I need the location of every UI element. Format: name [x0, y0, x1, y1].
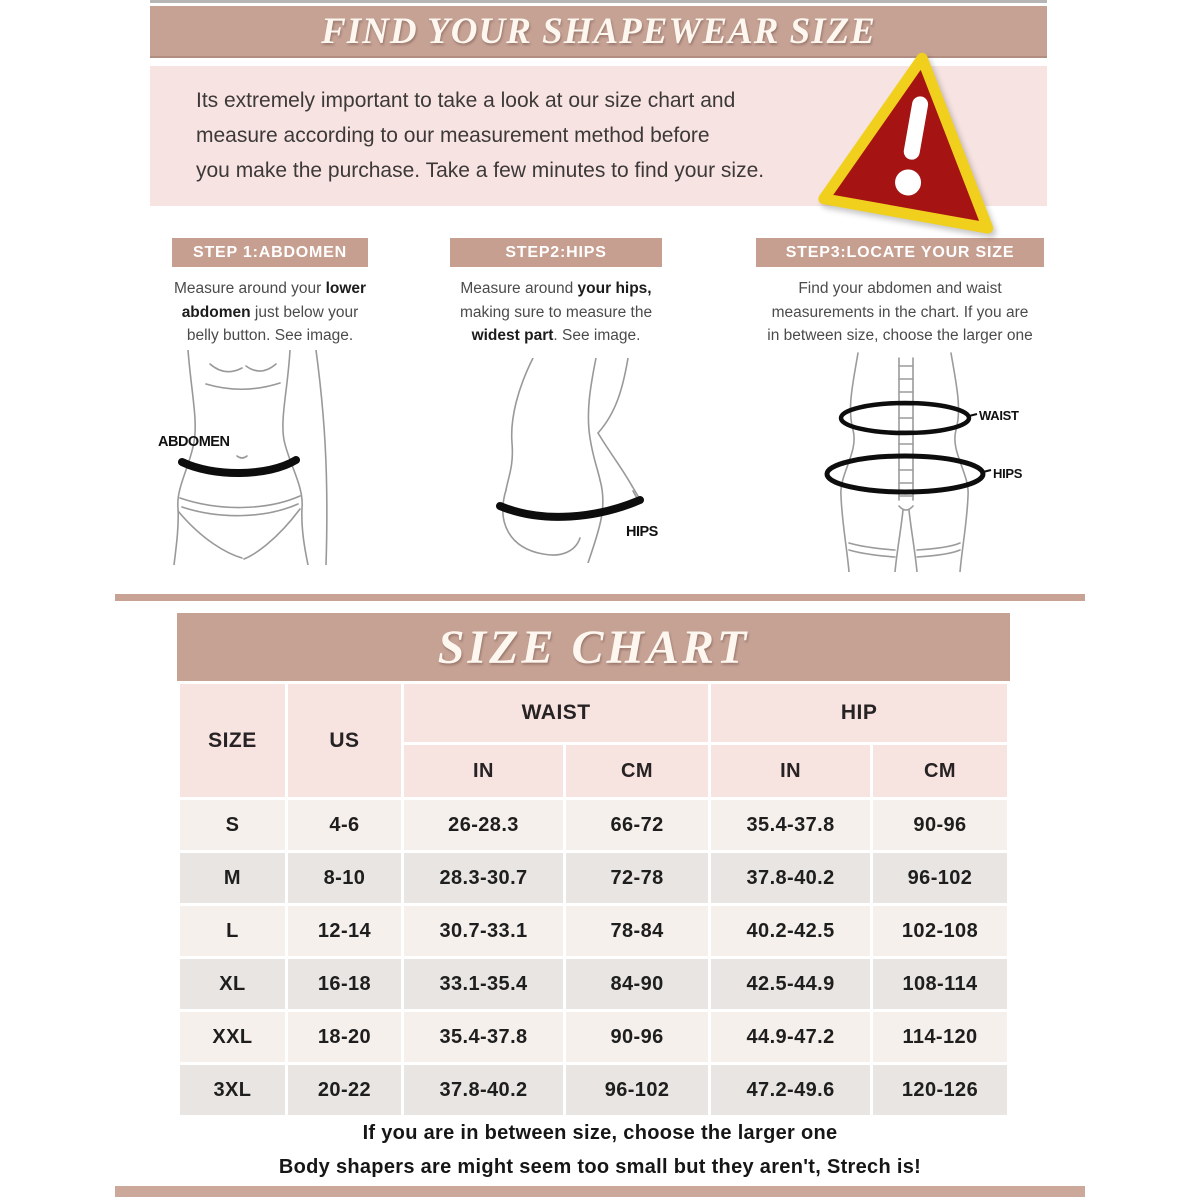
size-chart-row [179, 1011, 1009, 1064]
size-chart-table [177, 681, 1010, 1118]
step-3-header-bar [756, 238, 1044, 267]
size-chart-cell: 42.5-44.9 [710, 958, 872, 1011]
size-chart-cell: 33.1-35.4 [403, 958, 565, 1011]
size-chart-cell: 78-84 [564, 905, 709, 958]
size-chart-cell: 44.9-47.2 [710, 1011, 872, 1064]
hips-figure-label-2: HIPS [993, 466, 1023, 481]
step-2-description [432, 277, 680, 348]
step-2-header-bar [450, 238, 662, 267]
size-chart-title-bar [177, 613, 1010, 681]
size-chart-cell: 26-28.3 [403, 799, 565, 852]
top-border-line [150, 0, 1047, 3]
step-1-column [150, 238, 390, 348]
size-chart-cell: 12-14 [286, 905, 402, 958]
size-chart-cell: 4-6 [286, 799, 402, 852]
size-chart-cell: 108-114 [872, 958, 1009, 1011]
col-header-us: US [286, 683, 402, 799]
step-2-header-label: STEP2:HIPS [505, 243, 607, 261]
intro-line-3: you make the purchase. Take a few minutes to find your size. [196, 159, 765, 182]
size-chart-cell: 37.8-40.2 [403, 1064, 565, 1117]
size-chart-cell: 20-22 [286, 1064, 402, 1117]
section-divider-bar [115, 594, 1085, 601]
intro-line-1: Its extremely important to take a look at our size chart and [196, 89, 736, 112]
hips-diagram [448, 358, 663, 563]
abdomen-figure-label: ABDOMEN [158, 434, 230, 450]
step-text-line: Measure around your lower [173, 280, 367, 297]
size-chart-cell: 114-120 [872, 1011, 1009, 1064]
size-chart-cell: 90-96 [872, 799, 1009, 852]
size-chart-cell: 16-18 [286, 958, 402, 1011]
step-text-line: in between size, choose the larger one [767, 327, 1033, 344]
size-chart-cell: 37.8-40.2 [710, 852, 872, 905]
step-3-header-label: STEP3:LOCATE YOUR SIZE [785, 243, 1015, 261]
subheader-waist-cm: CM [564, 744, 709, 799]
step-1-header-bar [172, 238, 368, 267]
subheader-hip-cm: CM [872, 744, 1009, 799]
size-chart-cell: 28.3-30.7 [403, 852, 565, 905]
step-text-line: Measure around your hips, [460, 280, 652, 297]
size-chart-cell: 120-126 [872, 1064, 1009, 1117]
step-text-line: widest part. See image. [471, 327, 641, 344]
size-chart-cell: 96-102 [872, 852, 1009, 905]
step-text-line: belly button. See image. [186, 327, 354, 344]
size-chart-row [179, 905, 1009, 958]
size-chart-body [179, 799, 1009, 1117]
size-chart-cell: 102-108 [872, 905, 1009, 958]
col-header-size: SIZE [179, 683, 287, 799]
size-chart-cell: 8-10 [286, 852, 402, 905]
size-chart-cell: M [179, 852, 287, 905]
size-chart-cell: 72-78 [564, 852, 709, 905]
subheader-waist-in: IN [403, 744, 565, 799]
size-chart-cell: 18-20 [286, 1011, 402, 1064]
size-chart-cell: XL [179, 958, 287, 1011]
page-title: FIND YOUR SHAPEWEAR SIZE [321, 10, 876, 52]
size-chart-cell: 35.4-37.8 [710, 799, 872, 852]
step-1-description [150, 277, 390, 348]
warning-icon [818, 50, 1013, 235]
intro-line-2: measure according to our measurement method before [196, 124, 710, 147]
step-3-description [752, 277, 1048, 348]
size-chart-cell: 3XL [179, 1064, 287, 1117]
step-2-column [432, 238, 680, 348]
hips-figure-label: HIPS [626, 524, 658, 540]
size-chart-cell: 90-96 [564, 1011, 709, 1064]
step-text-line: Find your abdomen and waist [798, 280, 1002, 297]
size-chart-cell: XXL [179, 1011, 287, 1064]
footer-note-1: If you are in between size, choose the larger one [362, 1122, 838, 1144]
size-chart-cell: 40.2-42.5 [710, 905, 872, 958]
size-chart-cell: 84-90 [564, 958, 709, 1011]
step-text-line: abdomen just below your [181, 303, 359, 321]
step-text-line: measurements in the chart. If you are [771, 303, 1029, 321]
size-chart-cell: 35.4-37.8 [403, 1011, 565, 1064]
footer-note-2: Body shapers are might seem too small but they aren't, Strech is! [278, 1156, 922, 1178]
step-1-header-label: STEP 1:ABDOMEN [192, 243, 348, 261]
size-chart-cell: 96-102 [564, 1064, 709, 1117]
size-chart-title: SIZE CHART [437, 620, 750, 674]
step-3-column [752, 238, 1048, 348]
abdomen-diagram [158, 350, 358, 565]
waist-figure-label: WAIST [979, 408, 1019, 423]
size-chart-row [179, 852, 1009, 905]
body-measurement-diagram [803, 348, 1033, 572]
step-text-line: making sure to measure the [459, 303, 653, 321]
col-header-hip: HIP [710, 683, 1009, 744]
size-chart-cell: 30.7-33.1 [403, 905, 565, 958]
size-chart-cell: 47.2-49.6 [710, 1064, 872, 1117]
size-chart-row [179, 958, 1009, 1011]
size-chart-row [179, 1064, 1009, 1117]
size-chart-row [179, 799, 1009, 852]
size-chart-cell: 66-72 [564, 799, 709, 852]
col-header-waist: WAIST [403, 683, 710, 744]
size-chart-cell: L [179, 905, 287, 958]
size-chart-cell: S [179, 799, 287, 852]
bottom-border-bar [115, 1186, 1085, 1197]
subheader-hip-in: IN [710, 744, 872, 799]
